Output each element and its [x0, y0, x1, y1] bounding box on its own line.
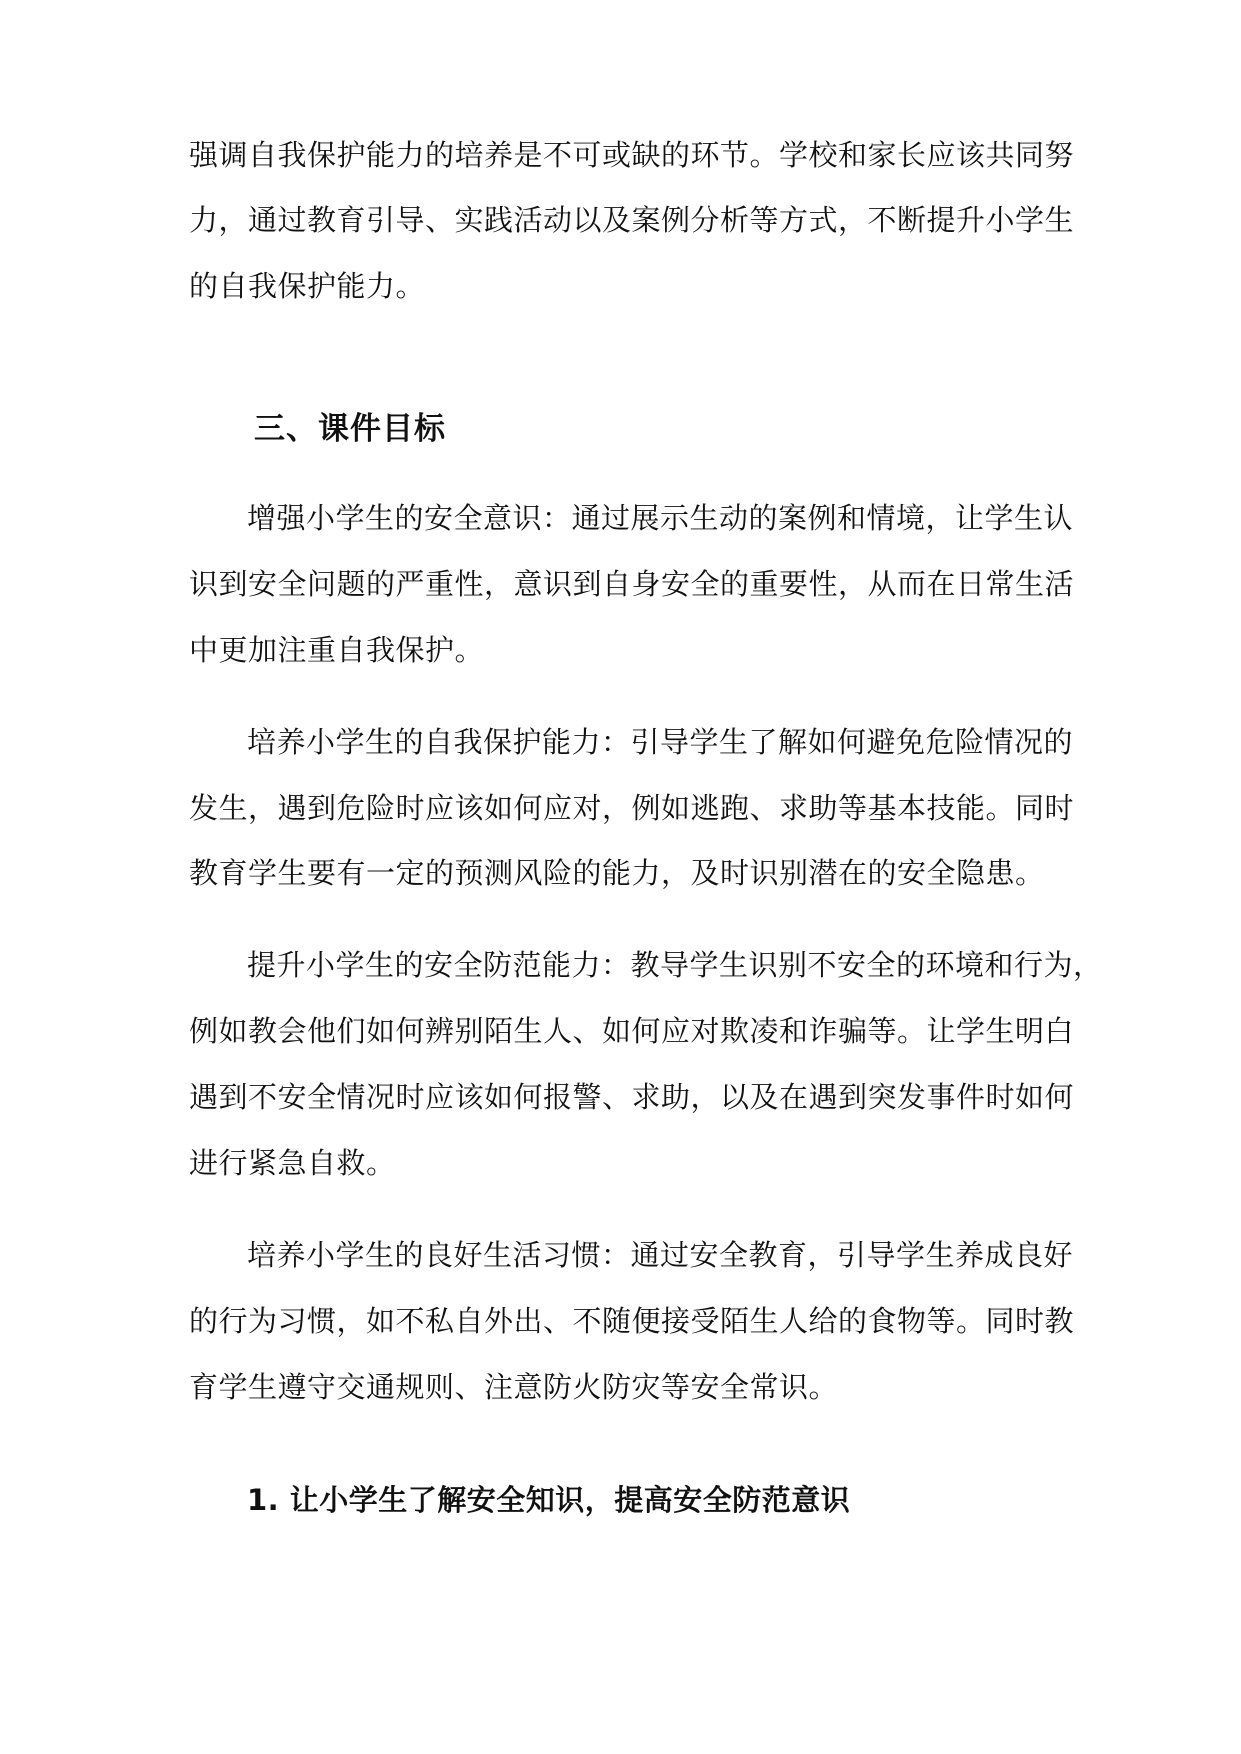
paragraph-3-line-4: 进行紧急自救。 [189, 1146, 396, 1180]
paragraph-4-line-3: 育学生遵守交通规则、注意防火防灾等安全常识。 [189, 1370, 839, 1404]
paragraph-3-line-2: 例如教会他们如何辨别陌生人、如何应对欺凌和诈骗等。让学生明白 [189, 1014, 1075, 1048]
paragraph-1-line-1: 增强小学生的安全意识：通过展示生动的案例和情境，让学生认 [247, 501, 1074, 535]
paragraph-4-line-2: 的行为习惯，如不私自外出、不随便接受陌生人给的食物等。同时教 [189, 1304, 1075, 1338]
paragraph-1-line-3: 中更加注重自我保护。 [189, 633, 485, 667]
paragraph-3-line-1: 提升小学生的安全防范能力：教导学生识别不安全的环境和行为， [247, 948, 1103, 982]
paragraph-4-line-1: 培养小学生的良好生活习惯：通过安全教育，引导学生养成良好 [247, 1238, 1074, 1272]
paragraph-2-line-2: 发生，遇到危险时应该如何应对，例如逃跑、求助等基本技能。同时 [189, 791, 1075, 825]
paragraph-2-line-1: 培养小学生的自我保护能力：引导学生了解如何避免危险情况的 [247, 725, 1074, 759]
numbered-sub-heading: 1. 让小学生了解安全知识，提高安全防范意识 [247, 1483, 851, 1517]
intro-line-2: 力，通过教育引导、实践活动以及案例分析等方式，不断提升小学生 [189, 203, 1075, 237]
intro-line-1: 强调自我保护能力的培养是不可或缺的环节。学校和家长应该共同努 [189, 138, 1075, 172]
paragraph-3-line-3: 遇到不安全情况时应该如何报警、求助，以及在遇到突发事件时如何 [189, 1080, 1075, 1114]
intro-line-3: 的自我保护能力。 [189, 269, 426, 303]
paragraph-1-line-2: 识到安全问题的严重性，意识到自身安全的重要性，从而在日常生活 [189, 567, 1075, 601]
paragraph-2-line-3: 教育学生要有一定的预测风险的能力，及时识别潜在的安全隐患。 [189, 856, 1045, 890]
section-heading: 三、课件目标 [254, 411, 446, 447]
